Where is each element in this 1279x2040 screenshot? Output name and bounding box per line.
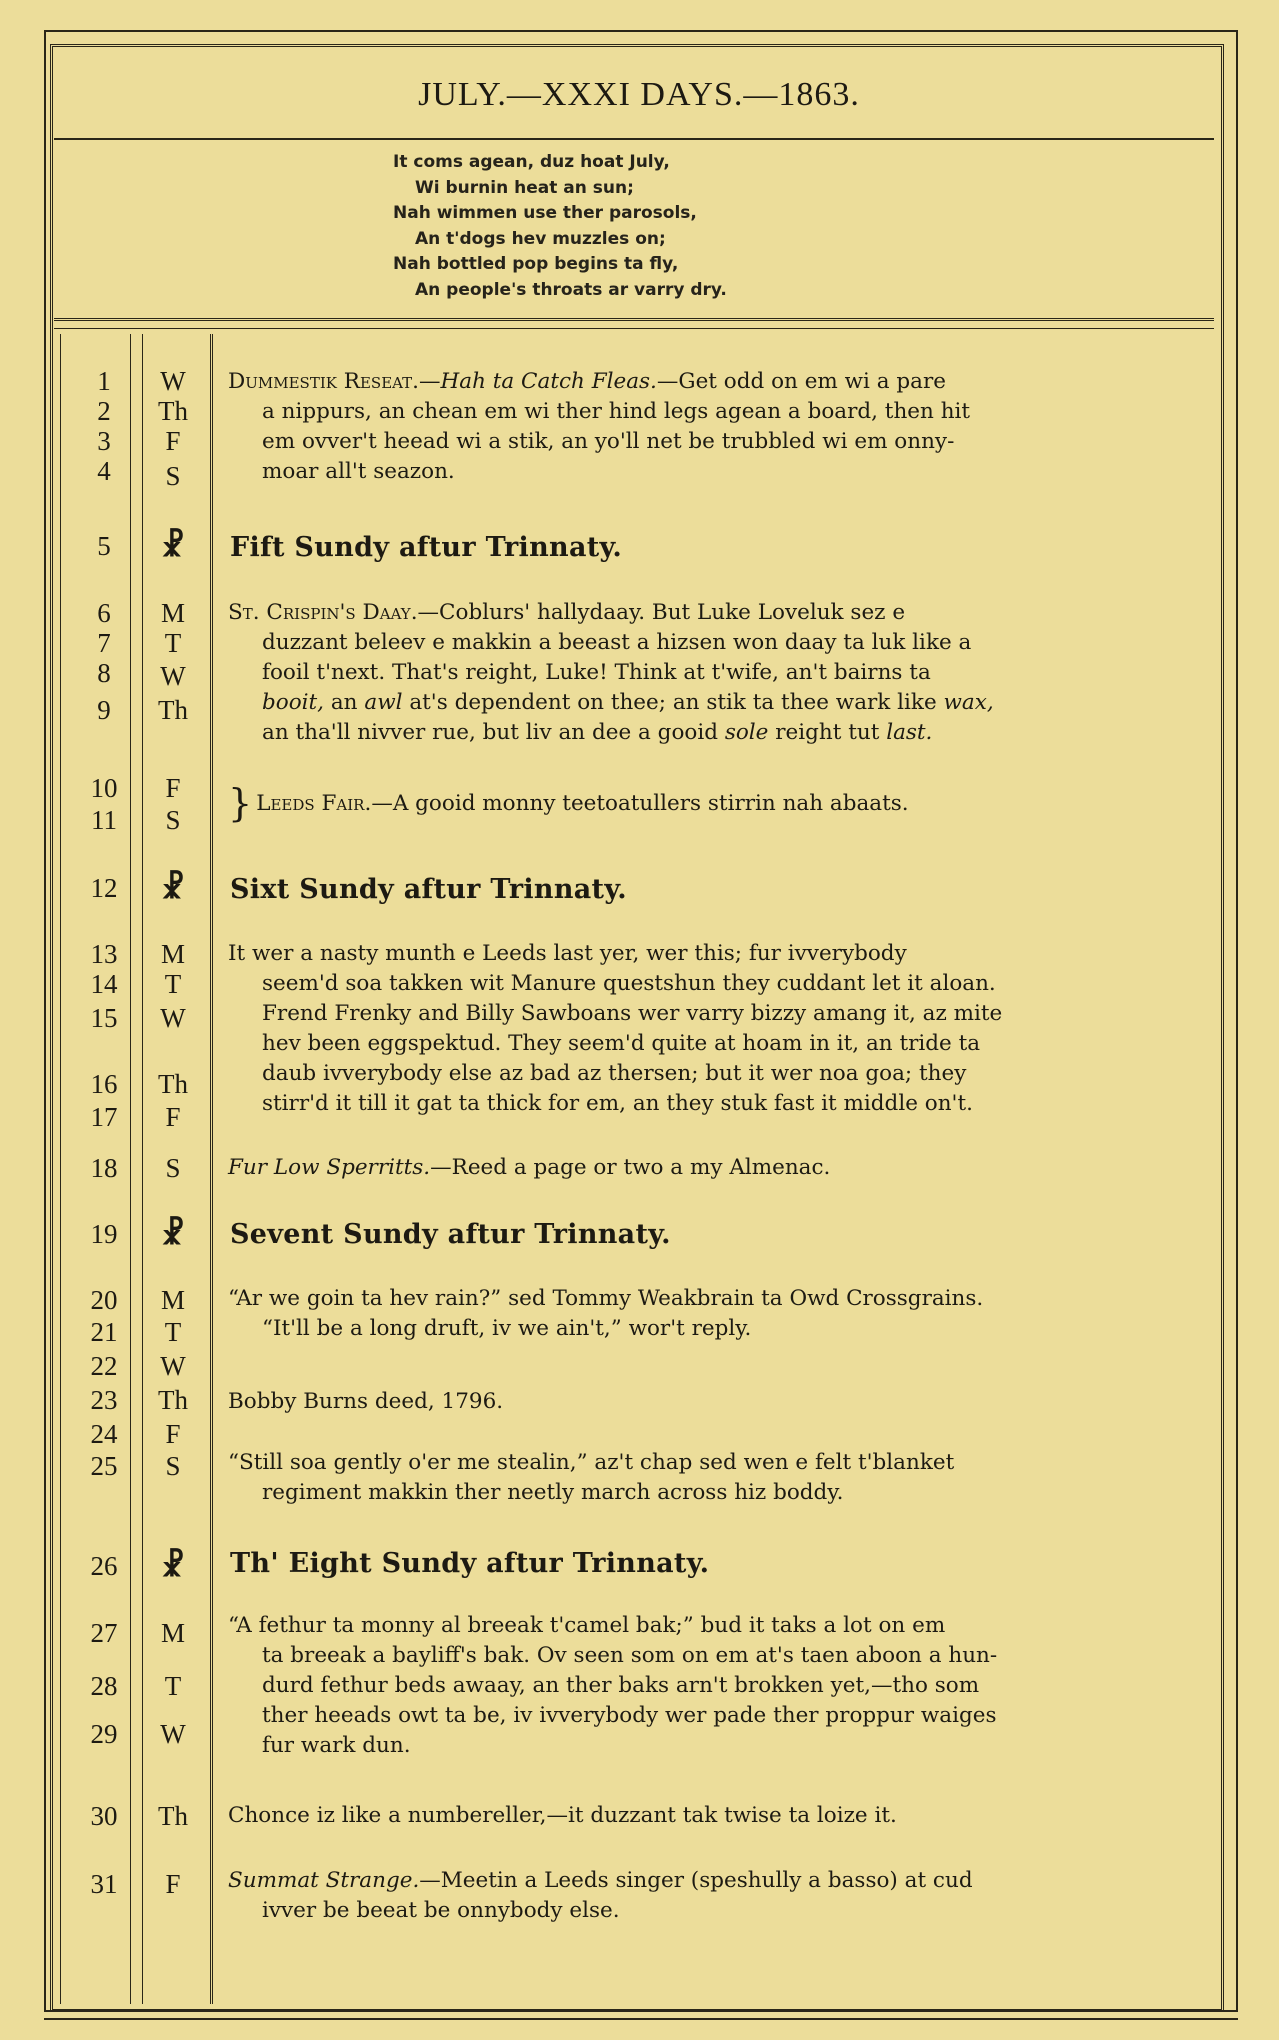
weekday: W [160,1351,186,1381]
title-rule [54,138,1214,140]
day-number: 4 [97,456,111,486]
day-number: 8 [97,658,111,688]
verse-line: Nah bottled pop begins ta fly, [393,254,679,274]
entry-bobby-burns: Bobby Burns deed, 1796. [228,1389,504,1414]
weekday: W [160,1719,186,1749]
day-number: 5 [97,531,111,561]
weekday: T [164,628,182,658]
entry-heading: Summat Strange. [228,1868,420,1893]
entry-subheading: Hah ta Catch Fleas. [440,369,657,394]
day-number: 26 [90,1551,118,1581]
weekday: M [160,939,185,969]
table-top-rule [54,318,1214,321]
verse [393,150,727,303]
day-number: 7 [97,628,111,658]
table-top-rule-thin [54,328,1214,329]
weekday: M [160,598,185,628]
entry-still-soa: “Still soa gently o'er me stealin,” az't chap sed wen e felt t'blanket regiment makkin ther neetly march across hiz boddy. [228,1450,955,1505]
sunday-symbol: ☧ [161,530,185,563]
page-title: JULY.—XXXI DAYS.—1863. [418,76,860,113]
day-number: 20 [90,1285,118,1315]
weekday: F [165,1869,181,1899]
weekday: T [164,1671,182,1701]
day-number: 10 [90,773,118,803]
day-number: 14 [90,969,118,999]
weekday: M [160,1285,185,1315]
entry-leeds-munth: It wer a nasty munth e Leeds last yer, wer this; fur ivverybody seem'd soa takken wit Manure questshun they cuddant let it aloan. Frend Frenky and Billy Sawboans wer varry bizzy amang it, az mite hev been eggspektud. They seem'd quite at hoam in it, an tride ta daub ivverybody else az bad az thersen; but it wer noa goa; they stirr'd it till it gat ta thick for em, an they stuk fast it middle on't. [228,941,1003,1116]
entry-chonce: Chonce iz like a numbereller,—it duzzant tak twise ta loize it. [228,1803,897,1828]
sunday-heading: Fift Sundy aftur Trinnaty. [230,532,623,563]
verse-line: An t'dogs hev muzzles on; [415,228,666,249]
verse-line: It coms agean, duz hoat July, [393,152,670,172]
day-number: 18 [90,1153,118,1183]
sunday-symbol: ☧ [161,1218,185,1251]
brace-icon: } [228,781,253,825]
weekday: S [165,1153,181,1183]
weekday: S [165,1451,181,1481]
day-number: 13 [90,939,118,969]
weekday: Th [158,396,188,426]
column-rule-double [210,334,213,2004]
day-number: 30 [90,1801,118,1831]
day-number: 15 [90,1003,118,1033]
weekday: F [165,773,181,803]
entry-low-sperritts: Fur Low Sperritts.—Reed a page or two a my Almenac. [228,1155,831,1180]
day-number: 21 [90,1317,118,1347]
day-number: 16 [90,1069,118,1099]
weekday: S [165,805,181,835]
day-number: 22 [90,1351,118,1381]
entry-heading: Leeds Fair. [256,791,372,816]
sunday-symbol: ☧ [161,1550,185,1583]
weekday: M [160,1618,185,1648]
day-number: 19 [90,1219,118,1249]
day-number: 9 [97,695,111,725]
day-number: 29 [90,1719,118,1749]
bottom-rule [44,2018,1238,2020]
sunday-heading: Sixt Sundy aftur Trinnaty. [230,874,627,905]
entry-st-crispin: St. Crispin's Daay.—Coblurs' hallydaay. But Luke Loveluk sez e duzzant beleev e makkin a beeast a hizsen won daay ta luk like a fooil t'next. That's reight, Luke! Think at t'wife, an't bairns ta booit, an awl at's dependent on thee; an stik ta thee wark like wax, an tha'll nivver rue, but liv an dee a gooid sole reight tut last. [228,600,994,745]
day-number: 17 [90,1102,118,1132]
weekday: F [165,1102,181,1132]
day-number: 28 [90,1671,118,1701]
day-number: 27 [90,1618,118,1648]
weekday: Th [158,1385,188,1415]
entry-heading: Dummestik Reseat. [228,369,420,394]
weekday: W [160,366,186,396]
verse-line: Wi burnin heat an sun; [415,177,634,198]
day-number: 12 [90,873,118,903]
day-number: 31 [90,1869,118,1899]
day-number: 23 [90,1385,118,1415]
day-number: 25 [90,1451,118,1481]
weekday: S [165,461,181,491]
day-number: 1 [97,366,111,396]
day-number: 2 [97,396,111,426]
column-rule [60,334,61,2004]
sunday-heading: Sevent Sundy aftur Trinnaty. [230,1219,671,1250]
entry-rain: “Ar we goin ta hev rain?” sed Tommy Weakbrain ta Owd Crossgrains. “It'll be a long druft, iv we ain't,” wor't reply. [228,1286,984,1341]
weekday: W [160,1003,186,1033]
weekday: Th [158,1069,188,1099]
day-number: 11 [91,805,117,835]
entry-heading: Fur Low Sperritts. [228,1155,431,1180]
day-number: 24 [90,1419,118,1449]
verse-line: An people's throats ar varry dry. [415,279,727,300]
entry-fethur: “A fethur ta monny al breeak t'camel bak;” bud it taks a lot on em ta breeak a bayliff's bak. Ov seen som on em at's taen aboon a hun- durd fethur beds awaay, an ther baks arn't brokken yet,—tho som ther heeads owt ta be, iv ivverybody wer pade ther proppur waiges fur wark dun. [228,1613,998,1758]
verse-line: Nah wimmen use ther parosols, [393,203,697,223]
sunday-symbol: ☧ [161,872,185,905]
sunday-heading: Th' Eight Sundy aftur Trinnaty. [230,1548,710,1579]
entry-leeds-fair: } Leeds Fair.—A gooid monny teetoatullers stirrin nah abaats. [228,781,909,825]
weekday: W [160,661,186,691]
entry-dummestik-reseat: Dummestik Reseat.—Hah ta Catch Fleas.—Get odd on em wi a pare a nippurs, an chean em wi ther hind legs agean a board, then hit em ovver't heead wi a stik, an yo'll net be trubbled wi em onny- moar all't seazon. [228,369,971,484]
weekday: Th [158,1801,188,1831]
weekday: F [165,426,181,456]
weekday: T [164,1317,182,1347]
weekday: Th [158,695,188,725]
entry-summat-strange: Summat Strange.—Meetin a Leeds singer (speshully a basso) at cud ivver be beeat be onnybody else. [228,1868,973,1923]
weekday: F [165,1419,181,1449]
weekday: T [164,969,182,999]
entry-heading: St. Crispin's Daay. [228,600,418,625]
day-number: 6 [97,598,111,628]
day-number: 3 [97,426,111,456]
